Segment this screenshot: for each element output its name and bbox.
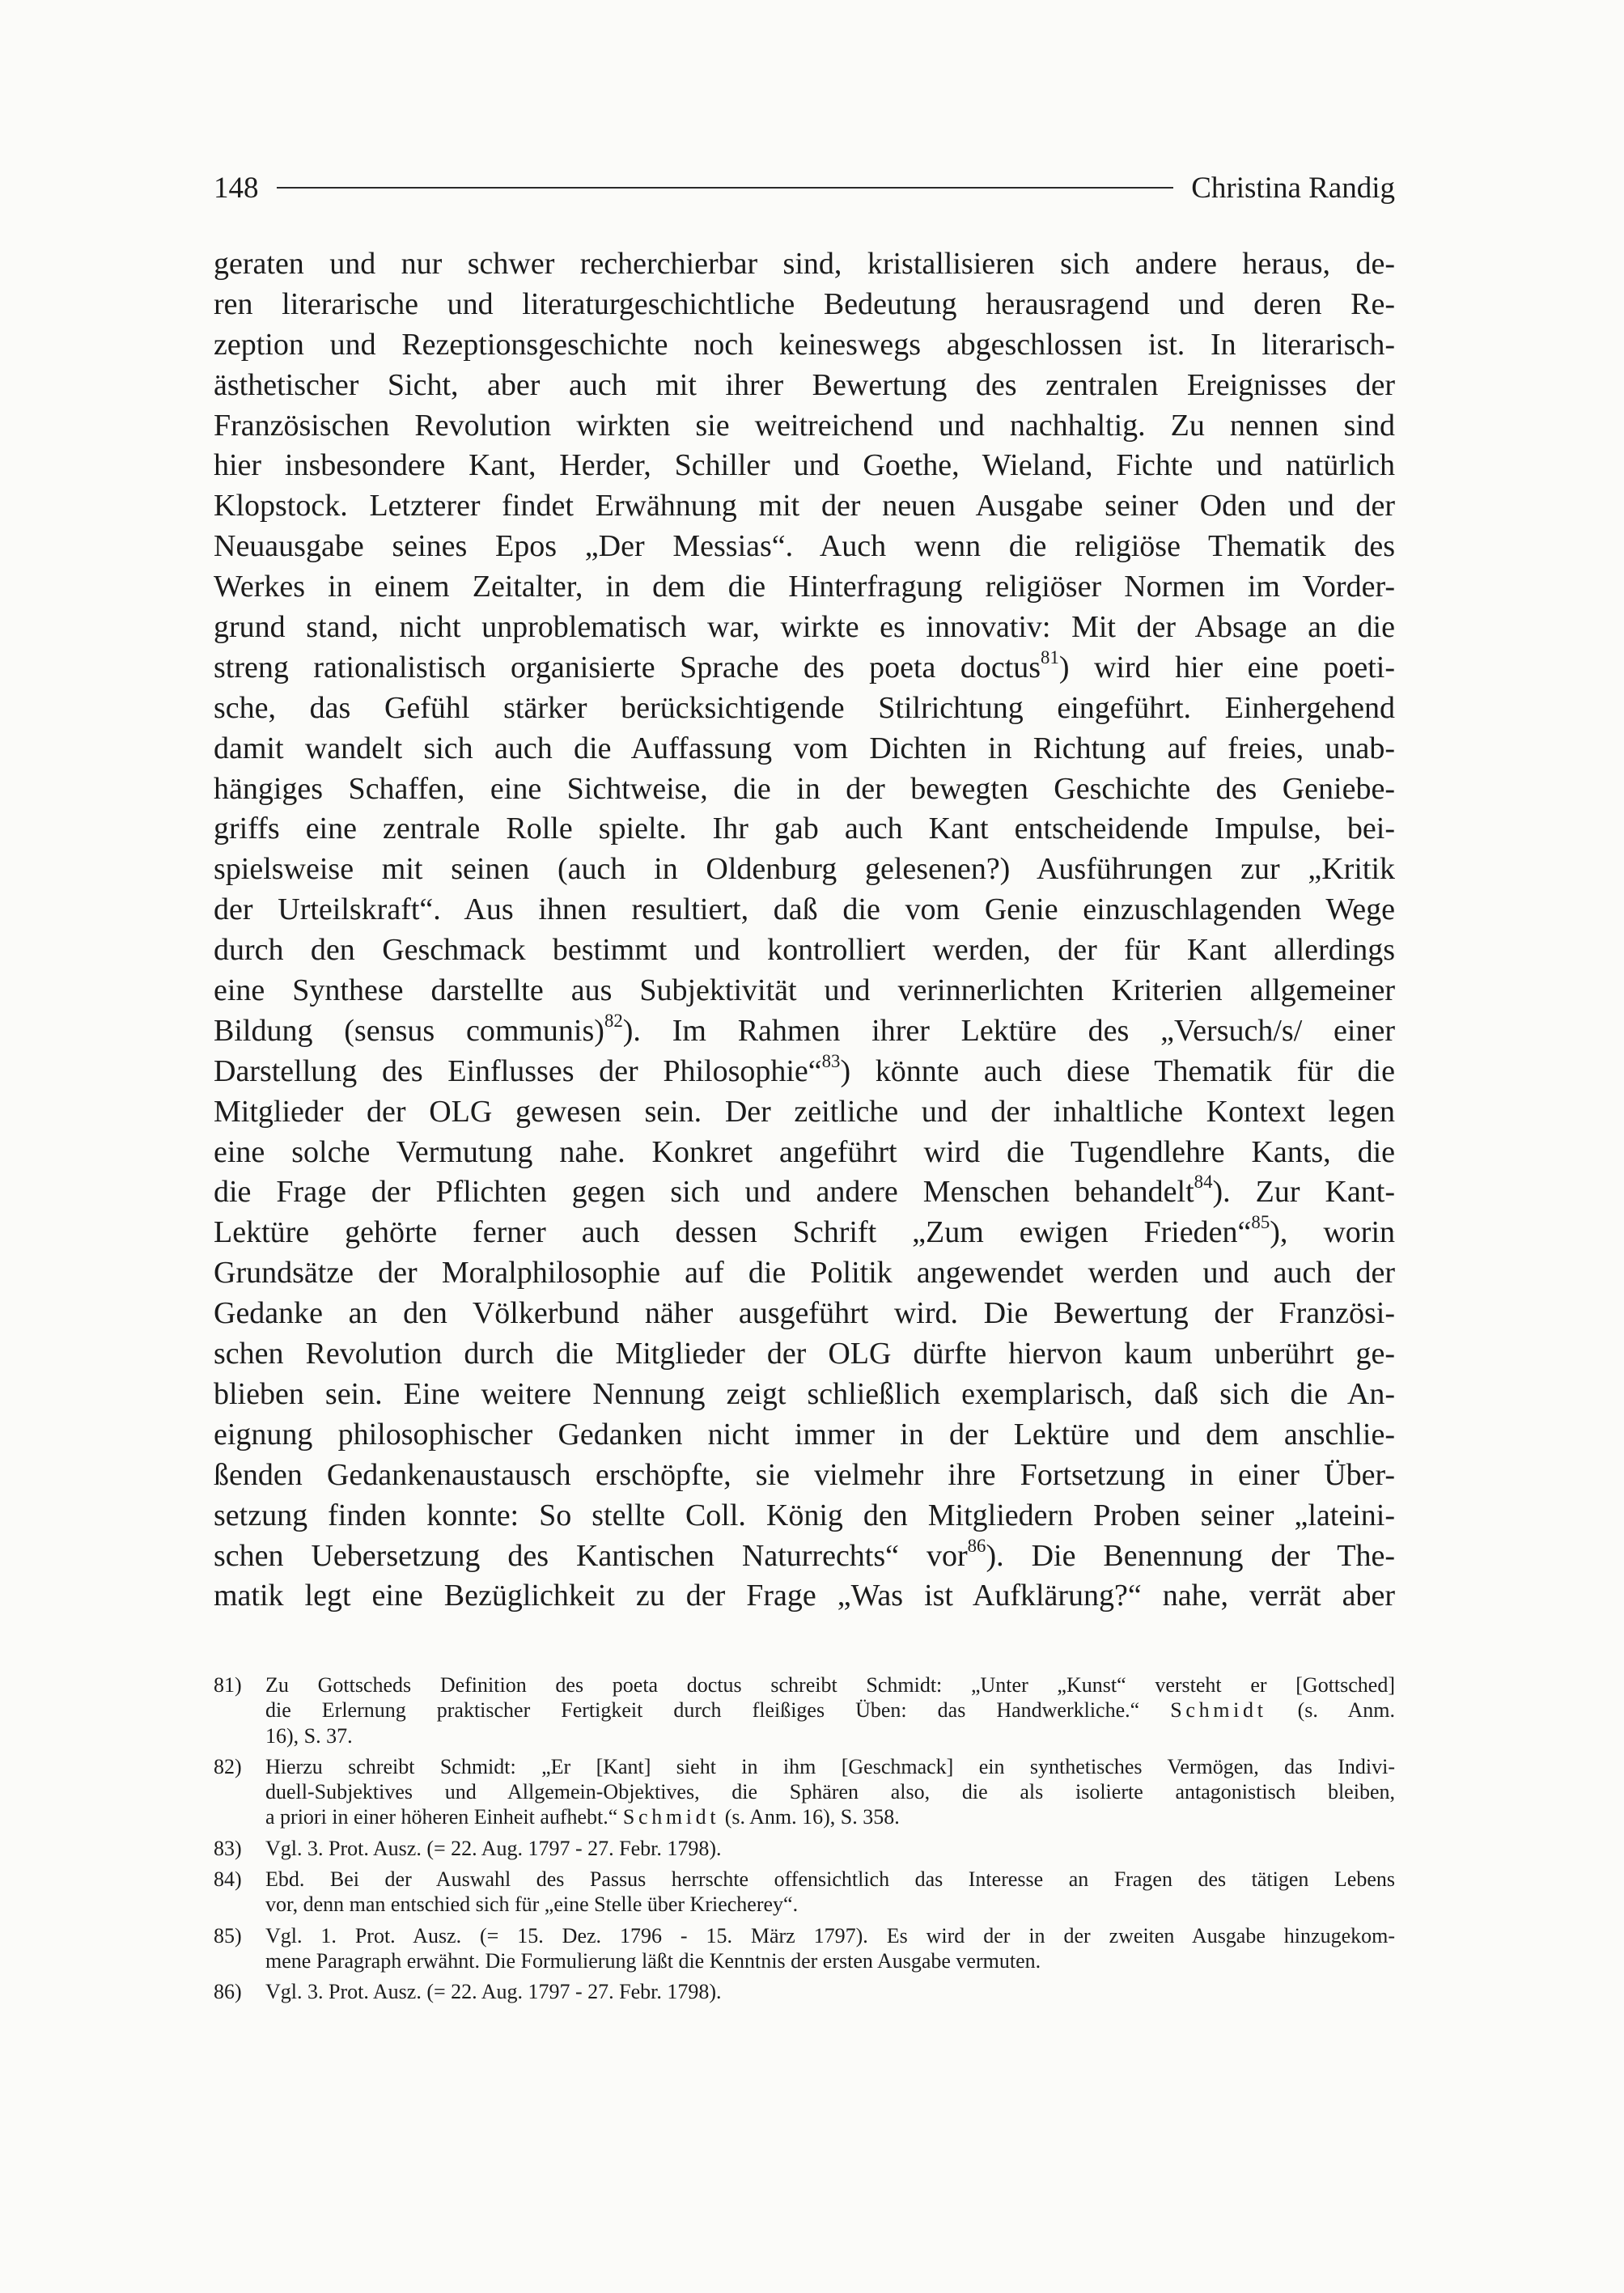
body-paragraph: [214, 244, 1395, 1617]
body-line: blieben sein. Eine weitere Nennung zeigt schließlich exemplarisch, daß sich die An-: [214, 1376, 1395, 1411]
footnote-ref-82[interactable]: 82: [604, 1010, 623, 1031]
body-line: Gedanke an den Völkerbund näher ausgeführt wird. Die Bewertung der Französi-: [214, 1296, 1395, 1331]
body-line: schen Revolution durch die Mitglieder der OLG dürfte hiervon kaum unberührt ge-: [214, 1337, 1395, 1371]
body-line: Bildung (sensus communis)$^{82}$). Im Rahmen ihrer Lektüre des „Versuch/s/ einer: [214, 1010, 1396, 1048]
body-line: spielsweise mit seinen (auch in Oldenburg gelesenen?) Ausführungen zur „Kritik: [214, 852, 1395, 887]
footnote-81: 81) Zu Gottscheds Definition des poeta doctus schreibt Schmidt: „Unter „Kunst“ versteht er [Gottsched] die Erlernung praktischer Fertigkeit durch fleißiges Üben: das Handwerkliche.“ Schmidt (s. Anm. 16), S. 37.: [214, 1673, 1396, 1748]
footnote-number: 82): [214, 1754, 242, 1778]
body-line: Lektüre gehörte ferner auch dessen Schrift „Zum ewigen Frieden“$^{85}$), worin: [214, 1212, 1396, 1250]
body-line: geraten und nur schwer recherchierbar sind, kristallisieren sich andere heraus, de-: [214, 247, 1395, 281]
body-line: der Urteilskraft“. Aus ihnen resultiert, daß die vom Genie einzuschlagenden Wege: [214, 892, 1395, 927]
footnote-82: 82) Hierzu schreibt Schmidt: „Er [Kant] sieht in ihm [Geschmack] ein synthetisches Vermögen, das Indivi- duell-Subjektives und Allgemein-Objektives, die Sphären also, die als isolierte antagonistisch bleiben, a priori in einer höheren Einheit aufhebt.“ Schmidt (s. Anm. 16), S. 358.: [214, 1754, 1395, 1829]
body-line: Grundsätze der Moralphilosophie auf die Politik angewendet werden und auch der: [214, 1256, 1395, 1291]
header-rule: [277, 187, 1174, 189]
footnote-ref-84[interactable]: 84: [1194, 1172, 1213, 1193]
footnote-ref-86[interactable]: 86: [967, 1535, 986, 1556]
body-line: ästhetischer Sicht, aber auch mit ihrer Bewertung des zentralen Ereignisses der: [214, 367, 1395, 402]
body-line: Darstellung des Einflusses der Philosophie“$^{83}$) könnte auch diese Thematik für die: [214, 1050, 1395, 1088]
body-line: setzung finden konnte: So stellte Coll. König den Mitgliedern Proben seiner „lateini-: [214, 1498, 1395, 1532]
page-number: 148: [214, 171, 259, 205]
footnotes: [214, 1672, 1395, 2011]
body-line: matik legt eine Bezüglichkeit zu der Frage „Was ist Aufklärung?“ nahe, verrät aber: [214, 1579, 1395, 1613]
footnote-86: 86) Vgl. 3. Prot. Ausz. (= 22. Aug. 1797 - 27. Febr. 1798).: [214, 1980, 722, 2004]
footnote-number: 81): [214, 1673, 242, 1697]
body-line: Werkes in einem Zeitalter, in dem die Hinterfragung religiöser Normen im Vorder-: [214, 570, 1395, 604]
body-line: damit wandelt sich auch die Auffassung vom Dichten in Richtung auf freies, unab-: [214, 731, 1395, 765]
body-line: hängiges Schaffen, eine Sichtweise, die in der bewegten Geschichte des Geniebe-: [214, 771, 1395, 806]
body-line: die Frage der Pflichten gegen sich und andere Menschen behandelt$^{84}$). Zur Kant-: [214, 1172, 1395, 1210]
footnote-number: 83): [214, 1836, 242, 1860]
footnote-ref-85[interactable]: 85: [1251, 1212, 1270, 1233]
body-line: ßenden Gedankenaustausch erschöpfte, sie vielmehr ihre Fortsetzung in einer Über-: [214, 1457, 1395, 1492]
body-line: eine solche Vermutung nahe. Konkret angeführt wird die Tugendlehre Kants, die: [214, 1134, 1395, 1169]
body-line: Neuausgabe seines Epos „Der Messias“. Auch wenn die religiöse Thematik des: [214, 529, 1395, 564]
footnote-84: 84) Ebd. Bei der Auswahl des Passus herrschte offensichtlich das Interesse an Fragen des tätigen Lebens vor, denn man entschied sich für „eine Stelle über Kriecherey“.: [214, 1867, 1395, 1917]
body-line: durch den Geschmack bestimmt und kontrolliert werden, der für Kant allerdings: [214, 933, 1395, 968]
footnote-number: 85): [214, 1923, 242, 1948]
footnote-number: 84): [214, 1867, 242, 1892]
body-line: griffs eine zentrale Rolle spielte. Ihr gab auch Kant entscheidende Impulse, bei-: [214, 812, 1395, 846]
body-line: Klopstock. Letzterer findet Erwähnung mit der neuen Ausgabe seiner Oden und der: [214, 489, 1395, 523]
body-line: Französischen Revolution wirkten sie weitreichend und nachhaltig. Zu nennen sind: [214, 408, 1395, 443]
body-line: schen Uebersetzung des Kantischen Naturrechts“ vor$^{86}$). Die Benennung der The-: [214, 1535, 1395, 1573]
footnote-ref-81[interactable]: 81: [1041, 646, 1059, 668]
body-line: ren literarische und literaturgeschichtliche Bedeutung herausragend und deren Re-: [214, 286, 1395, 321]
body-line: Mitglieder der OLG gewesen sein. Der zeitliche und der inhaltliche Kontext legen: [214, 1094, 1395, 1129]
spaced-author-name: Schmidt: [622, 1805, 720, 1829]
body-line: hier insbesondere Kant, Herder, Schiller und Goethe, Wieland, Fichte und natürlich: [214, 448, 1395, 483]
footnote-number: 86): [214, 1980, 242, 2004]
body-line: zeption und Rezeptionsgeschichte noch keineswegs abgeschlossen ist. In literarisch-: [214, 327, 1395, 362]
spaced-author-name: Schmidt: [1170, 1698, 1267, 1723]
running-header: [214, 162, 1395, 214]
body-line: eignung philosophischer Gedanken nicht immer in der Lektüre und dem anschlie-: [214, 1417, 1395, 1452]
body-line: eine Synthese darstellte aus Subjektivität und verinnerlichten Kriterien allgemeiner: [214, 973, 1395, 1008]
body-line: streng rationalistisch organisierte Sprache des poeta doctus$^{81}$) wird hier eine poeti-: [214, 646, 1396, 685]
running-head-author: Christina Randig: [1191, 171, 1395, 205]
footnote-83: 83) Vgl. 3. Prot. Ausz. (= 22. Aug. 1797 - 27. Febr. 1798).: [214, 1836, 722, 1860]
footnote-ref-83[interactable]: 83: [821, 1050, 841, 1071]
body-line: grund stand, nicht unproblematisch war, wirkte es innovativ: Mit der Absage an die: [214, 610, 1395, 645]
footnote-85: 85) Vgl. 1. Prot. Ausz. (= 15. Dez. 1796 - 15. März 1797). Es wird der in der zweiten Ausgabe hinzugekom- mene Paragraph erwähnt. Die Formulierung läßt die Kenntnis der ersten Ausgabe vermuten.: [214, 1923, 1395, 1973]
body-line: sche, das Gefühl stärker berücksichtigende Stilrichtung eingeführt. Einhergehend: [214, 690, 1395, 725]
